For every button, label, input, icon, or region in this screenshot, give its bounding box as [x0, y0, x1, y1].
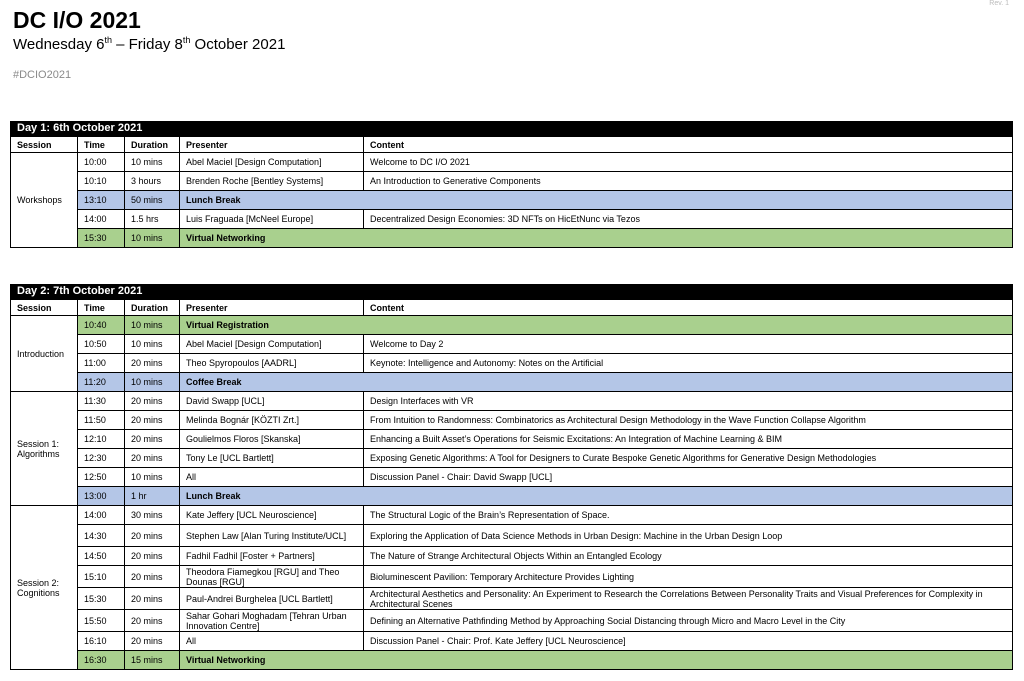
- duration-cell: 10 mins: [125, 316, 180, 335]
- presenter-cell: All: [180, 632, 364, 651]
- dates-part-1: Wednesday 6: [13, 36, 105, 53]
- presenter-cell: Stephen Law [Alan Turing Institute/UCL]: [180, 525, 364, 547]
- time-cell: 11:50: [78, 411, 125, 430]
- content-cell: Welcome to DC I/O 2021: [364, 153, 1013, 172]
- presenter-cell: Kate Jeffery [UCL Neuroscience]: [180, 506, 364, 525]
- revision-label: Rev. 1: [989, 0, 1009, 7]
- col-presenter: Presenter: [180, 137, 364, 153]
- dates-sup-2: th: [182, 35, 191, 45]
- break-label: Lunch Break: [180, 191, 1013, 210]
- page-title: DC I/O 2021: [13, 7, 141, 33]
- table-row: [11, 449, 1013, 468]
- break-row: [11, 373, 1013, 392]
- duration-cell: 20 mins: [125, 430, 180, 449]
- duration-cell: 20 mins: [125, 354, 180, 373]
- presenter-cell: Fadhil Fadhil [Foster + Partners]: [180, 547, 364, 566]
- day2-schedule: [10, 284, 1013, 670]
- content-cell: An Introduction to Generative Components: [364, 172, 1013, 191]
- table-row: [11, 153, 1013, 172]
- content-cell: Design Interfaces with VR: [364, 392, 1013, 411]
- col-time: Time: [78, 137, 125, 153]
- presenter-cell: Melinda Bognár [KÖZTI Zrt.]: [180, 411, 364, 430]
- presenter-cell: Luis Fraguada [McNeel Europe]: [180, 210, 364, 229]
- table-row: [11, 610, 1013, 632]
- networking-label: Virtual Networking: [180, 651, 1013, 670]
- break-row: [11, 487, 1013, 506]
- content-cell: Enhancing a Built Asset’s Operations for Seismic Excitations: An Integration of Machine Learning & BIM: [364, 430, 1013, 449]
- presenter-cell: Theo Spyropoulos [AADRL]: [180, 354, 364, 373]
- header-row: [11, 137, 1013, 153]
- dates-sup-1: th: [104, 35, 112, 45]
- table-row: [11, 468, 1013, 487]
- duration-cell: 10 mins: [125, 153, 180, 172]
- dates-part-2: – Friday 8: [111, 36, 183, 53]
- break-label: Lunch Break: [180, 487, 1013, 506]
- duration-cell: 20 mins: [125, 566, 180, 588]
- col-time: Time: [78, 300, 125, 316]
- presenter-cell: Abel Maciel [Design Computation]: [180, 153, 364, 172]
- table-row: [11, 411, 1013, 430]
- duration-cell: 1 hr: [125, 487, 180, 506]
- presenter-cell: Abel Maciel [Design Computation]: [180, 335, 364, 354]
- time-cell: 11:30: [78, 392, 125, 411]
- event-dates: [13, 35, 285, 53]
- table-row: [11, 172, 1013, 191]
- day1-table: [10, 136, 1013, 248]
- header-row: [11, 300, 1013, 316]
- table-row: [11, 354, 1013, 373]
- content-cell: Exposing Genetic Algorithms: A Tool for Designers to Curate Bespoke Genetic Algorithms for Generative Design Methodologies: [364, 449, 1013, 468]
- content-cell: Bioluminescent Pavilion: Temporary Architecture Provides Lighting: [364, 566, 1013, 588]
- networking-row: [11, 651, 1013, 670]
- time-cell: 15:30: [78, 588, 125, 610]
- time-cell: 16:30: [78, 651, 125, 670]
- time-cell: 10:00: [78, 153, 125, 172]
- time-cell: 15:10: [78, 566, 125, 588]
- time-cell: 13:10: [78, 191, 125, 210]
- content-cell: Architectural Aesthetics and Personality: An Experiment to Research the Correlations Between Personality Traits and Visual Preferences for Complexity in Architectural Scenes: [364, 588, 1013, 610]
- session-label: Cognitions: [17, 587, 60, 598]
- networking-row: [11, 229, 1013, 248]
- duration-cell: 20 mins: [125, 588, 180, 610]
- duration-cell: 10 mins: [125, 468, 180, 487]
- time-cell: 16:10: [78, 632, 125, 651]
- table-row: [11, 547, 1013, 566]
- col-content: Content: [364, 300, 1013, 316]
- duration-cell: 20 mins: [125, 632, 180, 651]
- time-cell: 14:00: [78, 210, 125, 229]
- content-cell: Discussion Panel - Chair: Prof. Kate Jeffery [UCL Neuroscience]: [364, 632, 1013, 651]
- registration-label: Virtual Registration: [180, 316, 1013, 335]
- session-label: Session 2:: [17, 577, 60, 588]
- session-cell: Workshops: [11, 153, 78, 248]
- networking-label: Virtual Networking: [180, 229, 1013, 248]
- duration-cell: 10 mins: [125, 229, 180, 248]
- day1-schedule: [10, 121, 1013, 248]
- time-cell: 10:50: [78, 335, 125, 354]
- duration-cell: 20 mins: [125, 610, 180, 632]
- content-cell: Welcome to Day 2: [364, 335, 1013, 354]
- time-cell: 14:50: [78, 547, 125, 566]
- content-cell: Decentralized Design Economies: 3D NFTs on HicEtNunc via Tezos: [364, 210, 1013, 229]
- session-cell: [11, 392, 78, 506]
- hashtag: #DCIO2021: [13, 69, 72, 81]
- day2-heading: Day 2: 7th October 2021: [10, 284, 1013, 299]
- table-row: [11, 430, 1013, 449]
- col-duration: Duration: [125, 300, 180, 316]
- col-session: Session: [11, 300, 78, 316]
- table-row: [11, 506, 1013, 525]
- col-duration: Duration: [125, 137, 180, 153]
- time-cell: 15:30: [78, 229, 125, 248]
- time-cell: 12:50: [78, 468, 125, 487]
- duration-cell: 20 mins: [125, 547, 180, 566]
- time-cell: 12:30: [78, 449, 125, 468]
- duration-cell: 1.5 hrs: [125, 210, 180, 229]
- table-row: [11, 392, 1013, 411]
- content-cell: The Structural Logic of the Brain’s Representation of Space.: [364, 506, 1013, 525]
- col-content: Content: [364, 137, 1013, 153]
- session-cell: Introduction: [11, 316, 78, 392]
- time-cell: 11:00: [78, 354, 125, 373]
- duration-cell: 3 hours: [125, 172, 180, 191]
- presenter-cell: David Swapp [UCL]: [180, 392, 364, 411]
- content-cell: Keynote: Intelligence and Autonomy: Notes on the Artificial: [364, 354, 1013, 373]
- col-presenter: Presenter: [180, 300, 364, 316]
- day1-heading: Day 1: 6th October 2021: [10, 121, 1013, 136]
- time-cell: 14:00: [78, 506, 125, 525]
- duration-cell: 10 mins: [125, 373, 180, 392]
- table-row: [11, 566, 1013, 588]
- table-row: [11, 210, 1013, 229]
- break-label: Coffee Break: [180, 373, 1013, 392]
- content-cell: From Intuition to Randomness: Combinatorics as Architectural Design Methodology in the Wave Function Collapse Algorithm: [364, 411, 1013, 430]
- time-cell: 11:20: [78, 373, 125, 392]
- presenter-cell: Theodora Fiamegkou [RGU] and Theo Dounas [RGU]: [180, 566, 364, 588]
- table-row: [11, 525, 1013, 547]
- presenter-cell: Goulielmos Floros [Skanska]: [180, 430, 364, 449]
- table-row: [11, 335, 1013, 354]
- content-cell: The Nature of Strange Architectural Objects Within an Entangled Ecology: [364, 547, 1013, 566]
- time-cell: 12:10: [78, 430, 125, 449]
- time-cell: 15:50: [78, 610, 125, 632]
- content-cell: Discussion Panel - Chair: David Swapp [UCL]: [364, 468, 1013, 487]
- time-cell: 13:00: [78, 487, 125, 506]
- col-session: Session: [11, 137, 78, 153]
- table-row: [11, 632, 1013, 651]
- duration-cell: 20 mins: [125, 411, 180, 430]
- duration-cell: 15 mins: [125, 651, 180, 670]
- time-cell: 10:40: [78, 316, 125, 335]
- presenter-cell: Sahar Gohari Moghadam [Tehran Urban Innovation Centre]: [180, 610, 364, 632]
- presenter-cell: All: [180, 468, 364, 487]
- duration-cell: 30 mins: [125, 506, 180, 525]
- presenter-cell: Brenden Roche [Bentley Systems]: [180, 172, 364, 191]
- session-cell: [11, 506, 78, 670]
- time-cell: 10:10: [78, 172, 125, 191]
- registration-row: [11, 316, 1013, 335]
- dates-part-3: October 2021: [190, 36, 286, 53]
- content-cell: Defining an Alternative Pathfinding Method by Approaching Social Distancing through Micro and Macro Level in the City: [364, 610, 1013, 632]
- duration-cell: 20 mins: [125, 392, 180, 411]
- content-cell: Exploring the Application of Data Science Methods in Urban Design: Machine in the Urban Design Loop: [364, 525, 1013, 547]
- session-label: Session 1:: [17, 438, 60, 449]
- duration-cell: 10 mins: [125, 335, 180, 354]
- day2-table: [10, 299, 1013, 670]
- presenter-cell: Tony Le [UCL Bartlett]: [180, 449, 364, 468]
- time-cell: 14:30: [78, 525, 125, 547]
- duration-cell: 20 mins: [125, 525, 180, 547]
- session-label: Algorithms: [17, 448, 60, 459]
- presenter-cell: Paul-Andrei Burghelea [UCL Bartlett]: [180, 588, 364, 610]
- duration-cell: 20 mins: [125, 449, 180, 468]
- break-row: [11, 191, 1013, 210]
- table-row: [11, 588, 1013, 610]
- duration-cell: 50 mins: [125, 191, 180, 210]
